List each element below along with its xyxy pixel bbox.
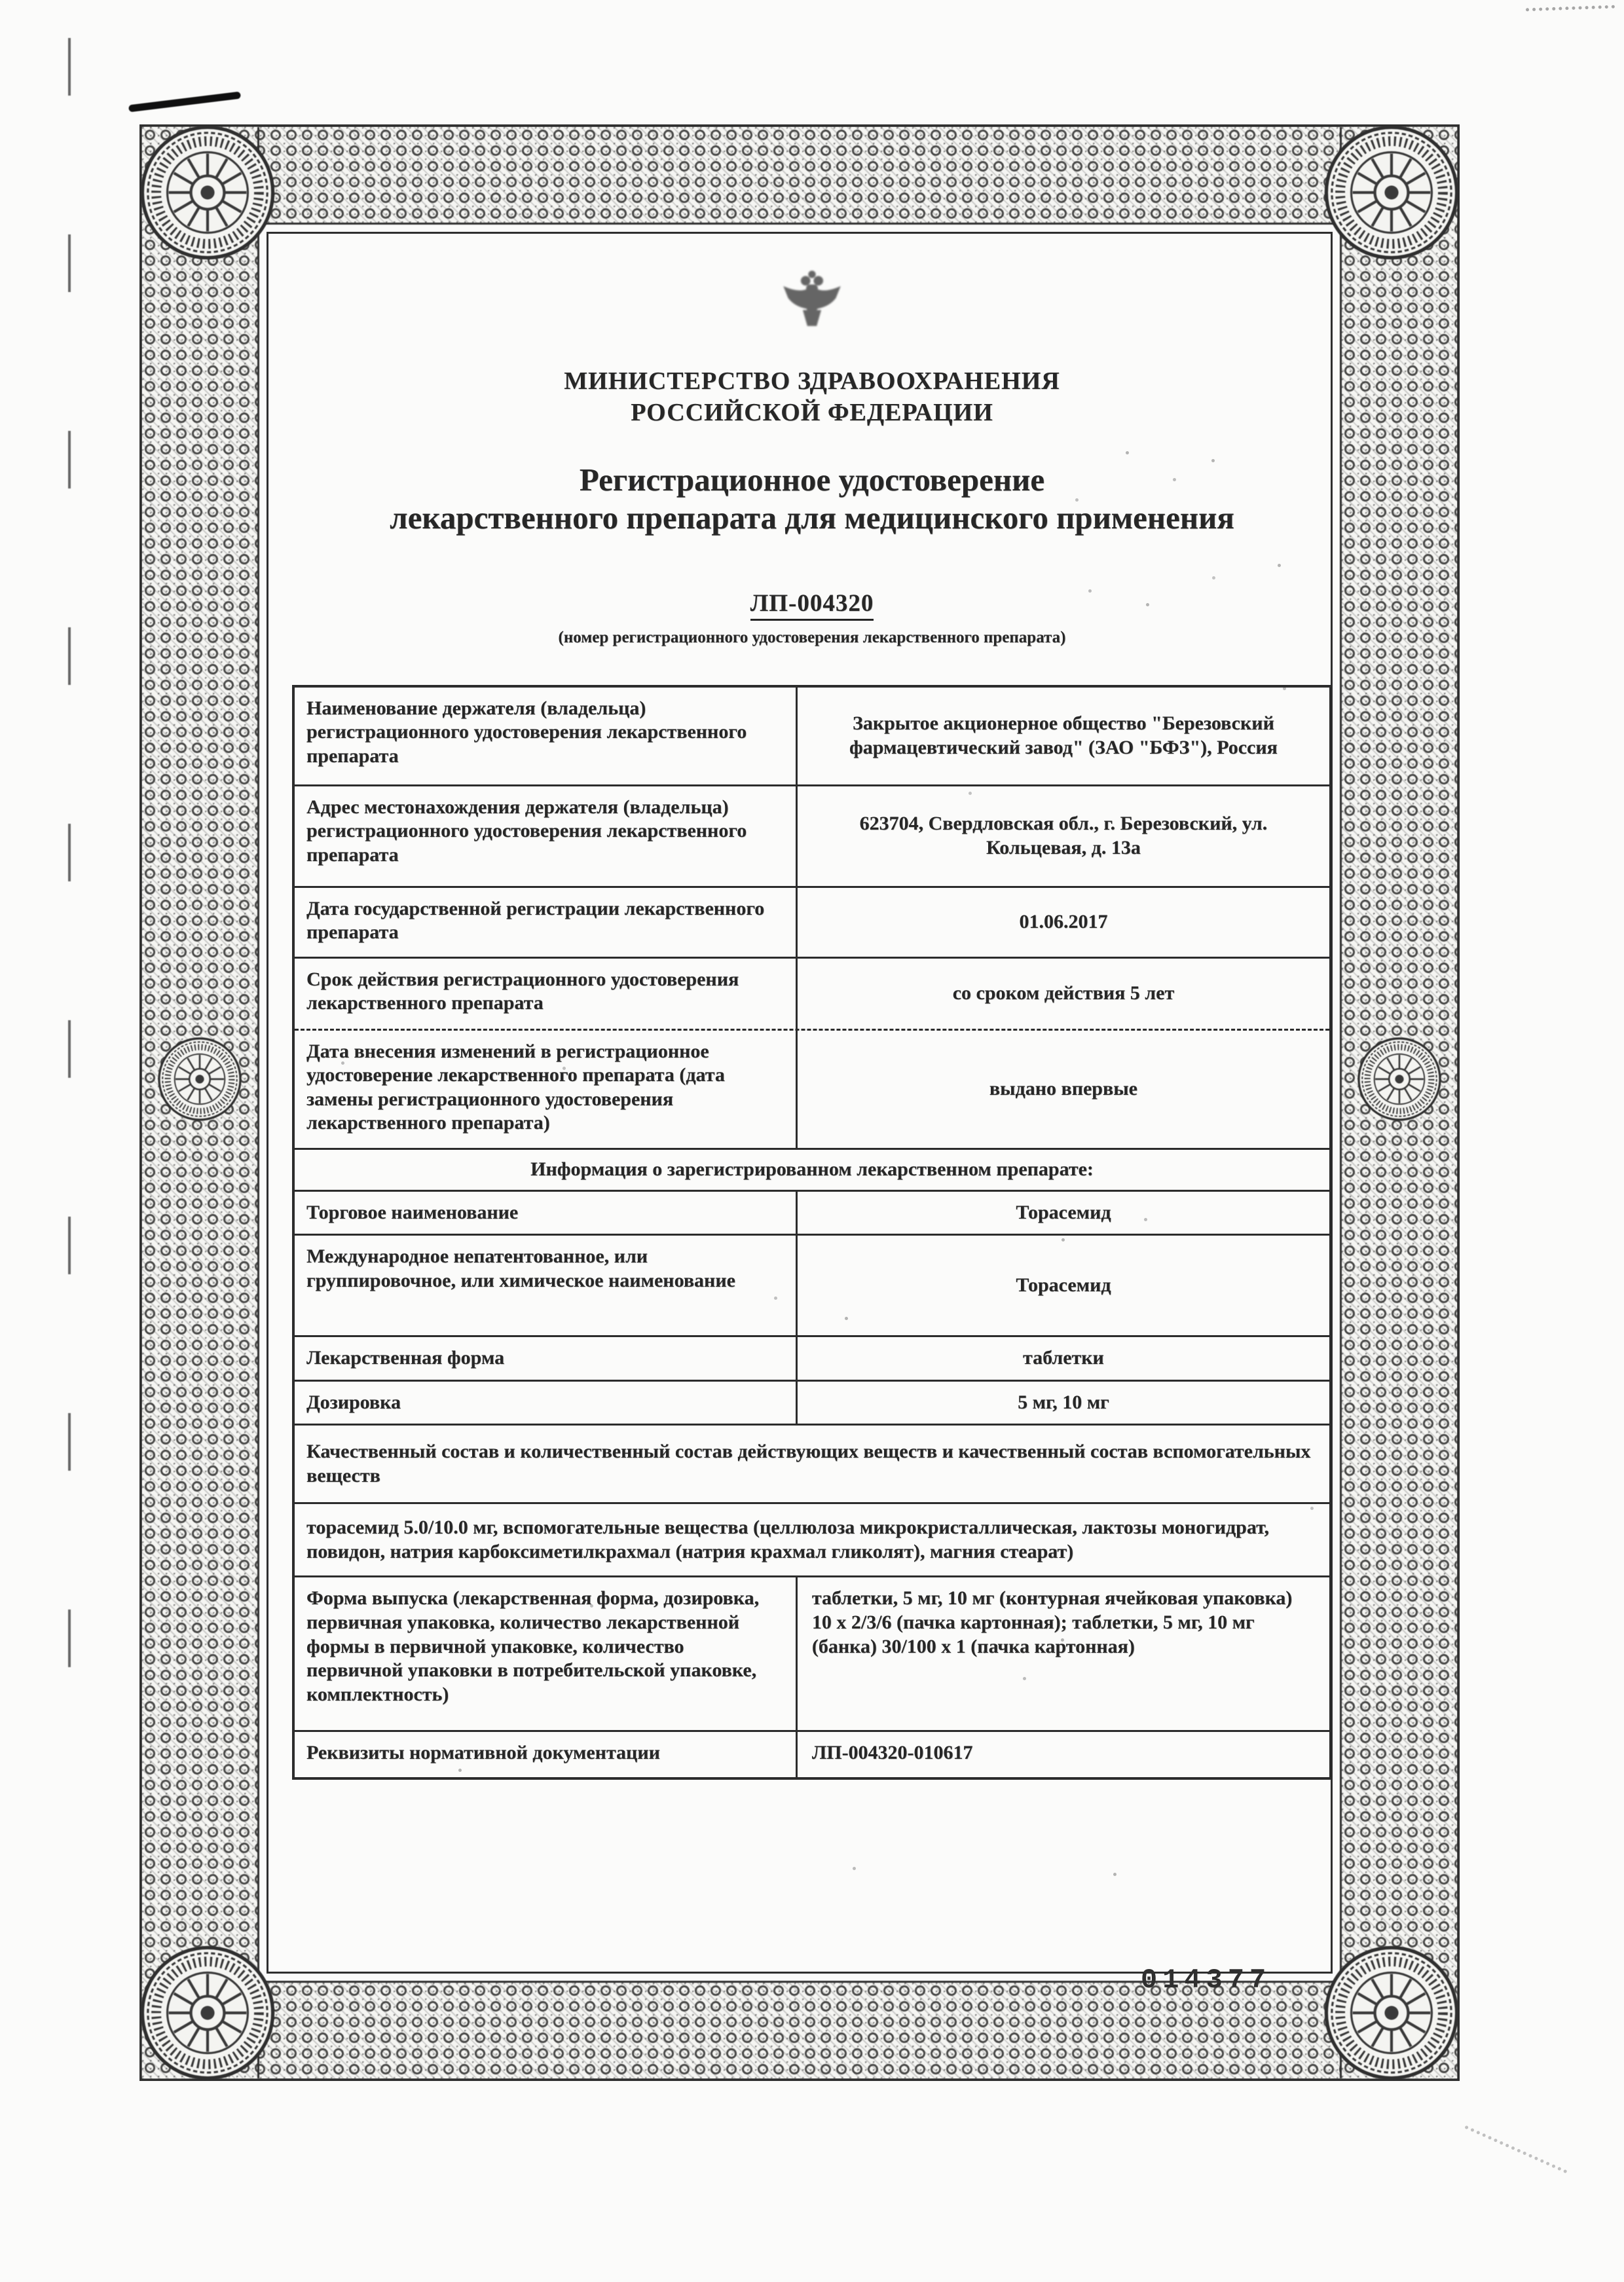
pen-mark (128, 92, 241, 113)
table-row (295, 1575, 1329, 1730)
table-row (295, 886, 1329, 957)
table-row (295, 957, 1329, 1029)
rosette-ornament-icon (1322, 123, 1461, 262)
document-title-line-2: лекарственного препарата для медицинского применения (390, 499, 1234, 536)
row-label: Реквизиты нормативной документации (295, 1732, 798, 1777)
table-row (295, 688, 1329, 784)
document-title (283, 461, 1341, 537)
row-value: Закрытое акционерное общество "Березовский фармацевтический завод" (ЗАО "БФЗ"), Россия (849, 712, 1278, 758)
table-row (295, 1730, 1329, 1777)
row-label: Торговое наименование (295, 1192, 798, 1234)
table-row (295, 784, 1329, 886)
section-header: Качественный состав и количественный состав действующих веществ и качественный состав вспомогательных веществ (306, 1441, 1311, 1486)
row-value: со сроком действия 5 лет (952, 982, 1175, 1004)
row-value: 01.06.2017 (1019, 910, 1108, 932)
row-value: Торасемид (1016, 1274, 1111, 1296)
table-section-header-row (295, 1148, 1329, 1190)
document-title-line-1: Регистрационное удостоверение (579, 462, 1045, 498)
row-value: ЛП-004320-010617 (811, 1742, 973, 1764)
row-label: Адрес местонахождения держателя (владельца) регистрационного удостоверения лекарственного препарата (295, 786, 798, 886)
serial-number: 014377 (1141, 1964, 1272, 1996)
section-header: Информация о зарегистрированном лекарственном препарате: (530, 1158, 1094, 1180)
row-label: Наименование держателя (владельца) регистрационного удостоверения лекарственного препарата (295, 688, 798, 784)
row-label: Форма выпуска (лекарственная форма, дозировка, первичная упаковка, количество лекарственной формы в первичной упаковке, количество первичной упаковки в потребительской упаковке, комплектность) (295, 1577, 798, 1730)
certificate-body (283, 263, 1341, 1780)
ministry-line-2: РОССИЙСКОЙ ФЕДЕРАЦИИ (631, 398, 993, 426)
row-label: Дата государственной регистрации лекарственного препарата (295, 888, 798, 957)
row-value: 5 мг, 10 мг (1018, 1391, 1109, 1413)
ministry-line-1: МИНИСТЕРСТВО ЗДРАВООХРАНЕНИЯ (564, 367, 1060, 395)
table-row (295, 1029, 1329, 1148)
table-row (295, 1190, 1329, 1234)
row-label: Лекарственная форма (295, 1337, 798, 1380)
table-row (295, 1335, 1329, 1380)
row-label: Дата внесения изменений в регистрационное удостоверение лекарственного препарата (дата замены регистрационного удостоверения лекарственного препарата) (295, 1031, 798, 1148)
composition-text: торасемид 5.0/10.0 мг, вспомогательные вещества (целлюлоза микрокристаллическая, лактозы моногидрат, повидон, натрия карбоксиметилкрахмал (натрия крахмал гликолят), магния стеарат) (306, 1517, 1270, 1562)
table-section-header-row (295, 1424, 1329, 1502)
certificate-table (292, 685, 1332, 1780)
row-value: таблетки, 5 мг, 10 мг (контурная ячейковая упаковка) 10 х 2/3/6 (пачка картонная); таблетки, 5 мг, 10 мг (банка) 30/100 х 1 (пачка картонная) (811, 1587, 1293, 1657)
row-label: Срок действия регистрационного удостоверения лекарственного препарата (295, 959, 798, 1029)
registration-number-caption: (номер регистрационного удостоверения лекарственного препарата) (558, 628, 1066, 646)
corner-dotted-mark-bottom (1464, 2126, 1567, 2174)
scan-noise (0, 0, 2, 2)
registration-number: ЛП-004320 (283, 589, 1341, 621)
coat-of-arms-icon (778, 263, 846, 337)
row-value: выдано впервые (989, 1077, 1137, 1099)
table-row (295, 1380, 1329, 1424)
rosette-ornament-icon (1322, 1943, 1461, 2082)
rosette-ornament-icon (138, 1943, 277, 2082)
row-label: Международное непатентованное, или группировочное, или химическое наименование (295, 1236, 798, 1335)
rosette-ornament-icon (138, 123, 277, 262)
table-row (295, 1234, 1329, 1335)
corner-dotted-mark (1526, 5, 1615, 12)
row-value: Торасемид (1016, 1201, 1111, 1223)
border-band-top (142, 127, 1457, 225)
fold-mark (68, 38, 71, 1793)
row-value: таблетки (1023, 1347, 1104, 1369)
rosette-ornament-icon (157, 1036, 243, 1122)
rosette-ornament-icon (1356, 1036, 1443, 1122)
row-label: Дозировка (295, 1382, 798, 1424)
row-value: 623704, Свердловская обл., г. Березовский, ул. Кольцевая, д. 13а (859, 813, 1268, 858)
ministry-name (283, 366, 1341, 428)
table-full-row (295, 1502, 1329, 1575)
